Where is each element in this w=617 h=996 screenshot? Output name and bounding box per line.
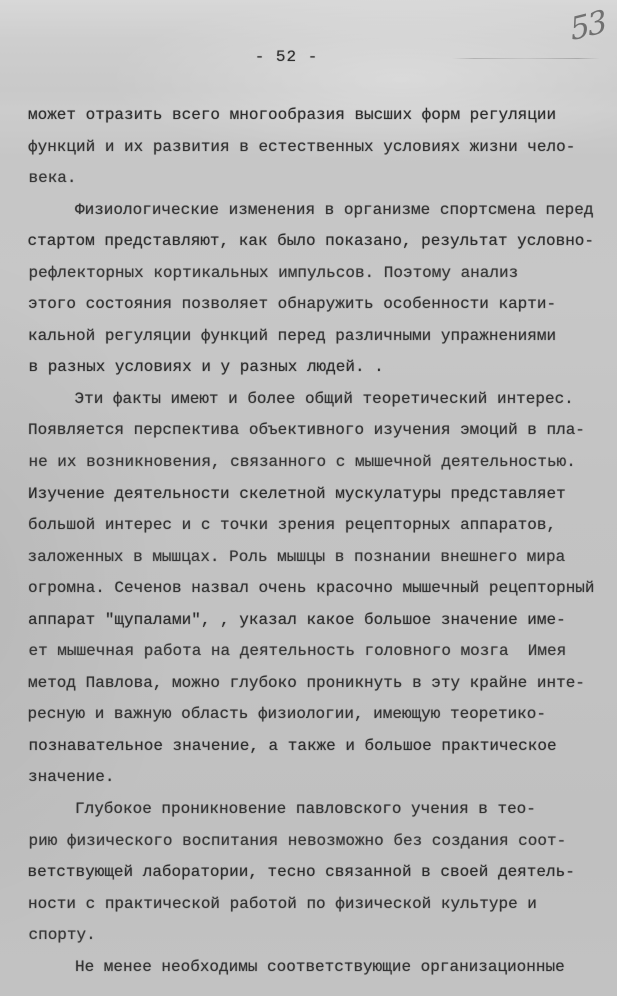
text-line: познавательное значение, а также и большое практическое (28, 736, 557, 755)
handwritten-page-number: 53 (568, 3, 608, 49)
text-line: кальной регуляции функций перед различными упражнениями (28, 326, 557, 345)
text-line: заложенных в мышцах. Роль мышцы в познании внешнего мира (27, 547, 566, 566)
text-line: значение. (28, 768, 115, 787)
text-line: большой интерес и с точки зрения рецепторных аппаратов, (28, 516, 557, 535)
text-line: стартом представляют, как было показано, результат условно- (27, 232, 594, 251)
text-line: рефлекторных кортикальных импульсов. Поэтому анализ (28, 263, 519, 282)
text-line: Не менее необходимы соответствующие организационные (75, 957, 565, 976)
document-body (28, 100, 611, 983)
text-line: ности с практической работой по физической культуре и (28, 894, 537, 913)
text-line: этого состояния позволяет обнаружить особенности карти- (28, 295, 557, 314)
text-line: ветствующей лаборатории, тесно связанной в своей деятель- (27, 863, 575, 882)
text-line: Эти факты имеют и более общий теоретический интерес. (74, 389, 574, 408)
text-line: Появляется перспектива объективного изучения эмоций в пла- (28, 421, 585, 440)
text-line: не их возникновения, связанного с мышечной деятельностью. (28, 453, 576, 472)
text-line: ет мышечная работа на деятельность головного мозга Имея (28, 642, 567, 661)
text-line: Глубокое проникновение павловского учения в тео- (75, 800, 536, 819)
text-line: функций и их развития в естественных условиях жизни чело- (28, 137, 576, 156)
text-line: Физиологические изменения в организме спортсмена перед (75, 200, 594, 219)
text-line: Изучение деятельности скелетной мускулатуры представляет (28, 484, 566, 503)
text-line: огромна. Сеченов назвал очень красочно мышечный рецепторный (28, 579, 595, 598)
text-line: может отразить всего многообразия высших форм регуляции (28, 106, 557, 124)
page-number: - 52 - (254, 48, 319, 66)
text-line: века. (28, 169, 77, 188)
text-line: ресную и важную область физиологии, имеющую теоретико- (27, 705, 546, 724)
text-line: спорту. (28, 926, 96, 945)
text-line: аппарат "щупалами", , указал какое большое значение име- (28, 610, 566, 629)
text-line: метод Павлова, можно глубоко проникнуть в эту крайне инте- (28, 673, 585, 692)
text-line: рию физического воспитания невозможно без создания соот- (28, 831, 567, 850)
text-line: в разных условиях и у разных людей. . (28, 358, 384, 377)
